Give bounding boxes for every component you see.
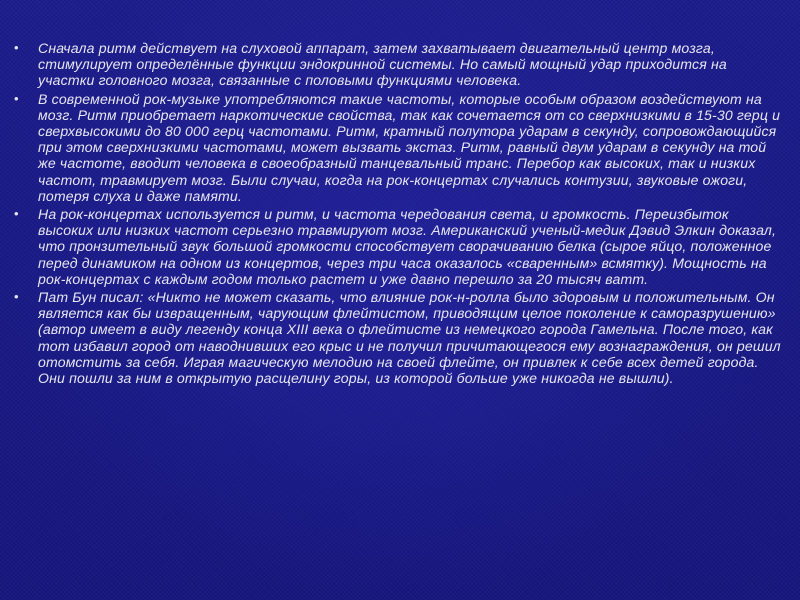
bullet-list: [14, 40, 784, 388]
bullet-item-concerts: [14, 206, 784, 287]
paragraph-text: В современной рок-музыке употребляются такие частоты, которые особым образом воздействуют на мозг. Ритм приобретает наркотические свойства, так как сочетается от со сверхнизкими в 15-30 герц и сверхвысокими до 80 000 герц частотами. Ритм, кратный полутора ударам в секунду, сопровождающийся при этом сверхнизкими частотами, может вызвать экстаз. Ритм, равный двум ударам в секунду на той же частоте, вводит человека в своеобразный танцевальный транс. Перебор как высоких, так и низких частот, травмирует мозг. Были случаи, когда на рок-концертах случались контузии, звуковые ожоги, потеря слуха и даже памяти.: [38, 90, 781, 204]
bullet-dot-icon: •: [14, 40, 19, 55]
paragraph-text: Пат Бун писал: «Никто не может сказать, что влияние рок-н-ролла было здоровым и положительным. Он является как бы извращенным, чарующим флейтистом, приводящим целое поколение к саморазрушению» (автор имеет в виду легенду конца XIII века о флейтисте из немецкого города Гамельна. После того, как тот избавил город от наводнивших его крыс и не получил причитающегося ему вознаграждения, он решил отомстить за себя. Играя магическую мелодию на своей флейте, он привлек к себе всех детей города. Они пошли за ним в открытую расщелину горы, из которой больше уже никогда не вышли).: [38, 289, 781, 387]
bullet-item-frequencies: [14, 91, 784, 204]
paragraph-text: На рок-концертах используется и ритм, и частота чередования света, и громкость. Переизбыток высоких или низких частот серьезно травмируют мозг. Американский ученый-медик Дэвид Элкин доказал, что пронзительный звук большой громкости способствует сворачиванию белка (сырое яйцо, положенное перед динамиком на одном из концертов, через три часа оказалось «сваренным» всмятку). Мощность на рок-концертах с каждым годом только растет и уже давно перешло за 20 тысяч ватт.: [38, 206, 777, 287]
bullet-dot-icon: •: [14, 206, 19, 222]
bullet-dot-icon: •: [14, 289, 19, 305]
bullet-dot-icon: •: [14, 90, 19, 106]
bullet-item-rhythm-effect: [14, 40, 784, 89]
bullet-item-pat-boone: [14, 289, 784, 386]
paragraph-text: Сначала ритм действует на слуховой аппарат, затем захватывает двигательный центр мозга, стимулирует определённые функции эндокринной системы. Но самый мощный удар приходится на участки головного мозга, связанные с половыми функциями человека.: [38, 40, 727, 89]
